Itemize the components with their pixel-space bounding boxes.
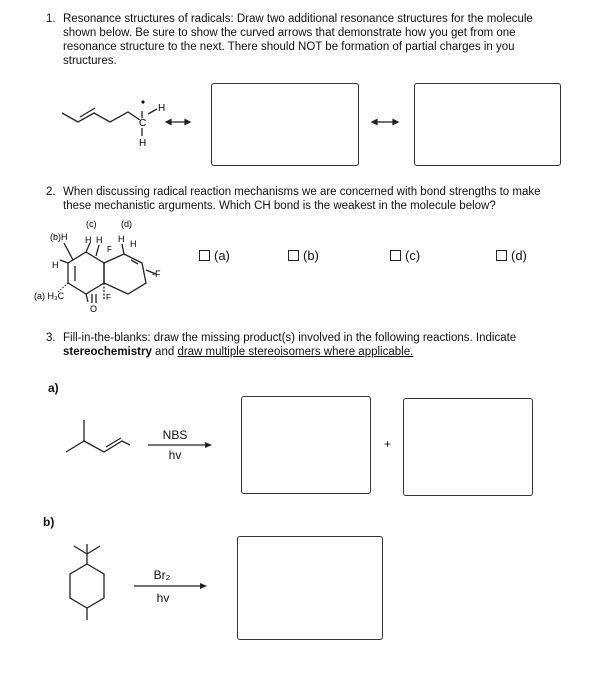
label-h-left: H — [52, 260, 59, 270]
label-h2: H — [96, 235, 103, 245]
question-3-number: 3. — [46, 332, 56, 344]
part-b-label: b) — [43, 515, 55, 529]
label-h4: H — [130, 239, 137, 249]
label-f-right: -F — [152, 269, 161, 279]
plus-sign: + — [384, 437, 392, 451]
part-a-label: a) — [48, 381, 59, 395]
question-2-line: these mechanistic arguments. Which CH bond is the weakest in the molecule below? — [63, 200, 496, 212]
question-2-number: 2. — [46, 186, 56, 198]
question-1-number: 1. — [46, 13, 56, 25]
label-b-h: (b)H — [50, 232, 68, 242]
question-1-line: shown below. Be sure to show the curved arrows that demonstrate how you get from one — [63, 27, 516, 39]
question-1-line: resonance structure to the next. There should NOT be formation of partial charges in you — [63, 41, 515, 53]
label-c: (c) — [86, 219, 97, 229]
part-b-condition: hv — [156, 591, 170, 605]
label-f-bottom: F — [106, 293, 111, 302]
label-h1: H — [85, 235, 92, 245]
question-3-line-1: Fill-in-the-blanks: draw the missing product(s) involved in the following reactions. Indicate — [63, 332, 517, 344]
question-2-line: When discussing radical reaction mechanisms we are concerned with bond strengths to make — [63, 186, 541, 198]
option-c-label: (c) — [405, 248, 421, 263]
label-h3: H — [118, 234, 125, 244]
part-b-reagent: Br₂ — [153, 568, 171, 582]
part-b-answer-box[interactable] — [237, 536, 383, 640]
atom-h-bottom: H — [139, 138, 147, 149]
part-a-condition: hv — [168, 448, 182, 462]
question-1-line: structures. — [63, 55, 117, 67]
label-o: O — [90, 304, 98, 314]
label-f-top: F — [107, 245, 112, 254]
option-b-label: (b) — [303, 248, 319, 263]
label-a-methyl: (a) H₃C — [34, 291, 65, 301]
emphasis-stereochemistry: stereochemistry — [63, 346, 152, 358]
emphasis-stereoisomers: draw multiple stereoisomers where applicable. — [177, 346, 414, 358]
atom-h-right: H — [158, 103, 166, 114]
option-d-label: (d) — [511, 248, 527, 263]
part-a-reagent: NBS — [162, 428, 188, 442]
atom-carbon: C — [139, 118, 147, 129]
question-3-connector: and — [151, 346, 178, 358]
option-a-label: (a) — [214, 248, 230, 263]
label-d: (d) — [121, 219, 132, 229]
question-1-line: Resonance structures of radicals: Draw two additional resonance structures for the molecule — [63, 13, 533, 25]
